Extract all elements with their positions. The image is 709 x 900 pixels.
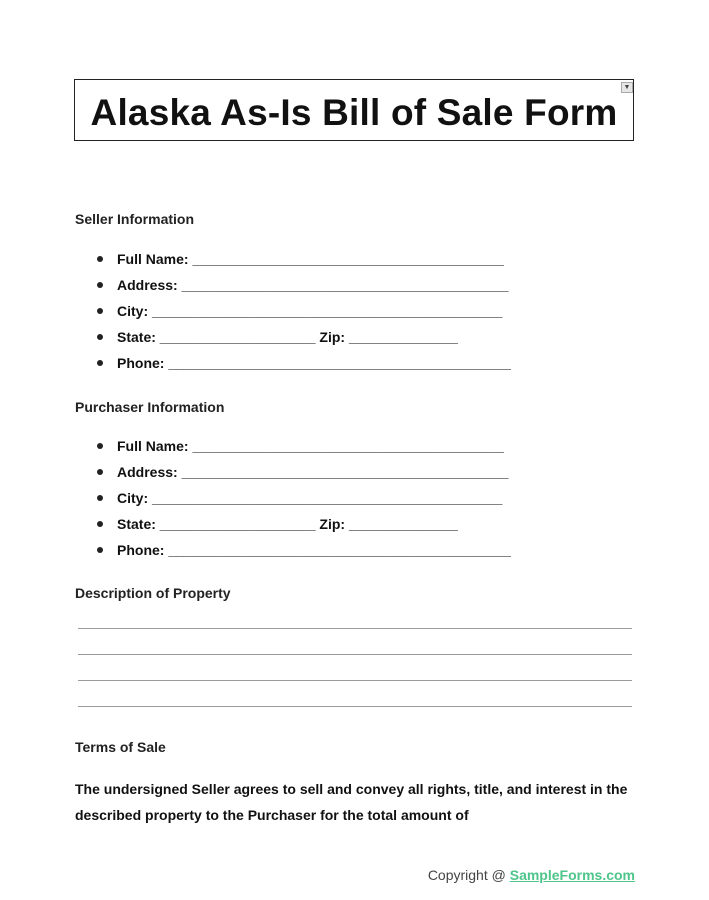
- bullet-icon: [97, 334, 103, 340]
- seller-heading: Seller Information: [75, 211, 195, 227]
- terms-heading: Terms of Sale: [75, 739, 166, 755]
- bullet-icon: [97, 360, 103, 366]
- bullet-icon: [97, 469, 103, 475]
- copyright-footer: [428, 867, 635, 883]
- bullet-icon: [97, 547, 103, 553]
- page-title: Alaska As-Is Bill of Sale Form: [90, 92, 618, 133]
- description-heading: Description of Property: [75, 585, 231, 601]
- copyright-prefix: Copyright @: [427, 867, 510, 883]
- document-page: Alaska As-Is Bill of Sale Form ▼ Seller Information Full Name: ________________________________________ Address: __________________________________________ City: _____________________________________________ State: ____________________ Zip: ______________ Phone: ____________________________________________ Purchaser Information Full Name: ________________________________________ Address: __________________________________________ City: _____________________________________________ State: ____________________ Zip: ______________ Phone: ____________________________________________ Description of Property Terms of Sale The undersigned Seller agrees to sell and convey all rights, title, and interest in the described property to the Purchaser for the total amount of Copyright @ SampleForms.com: [0, 0, 709, 900]
- title-box: [74, 79, 634, 141]
- description-line[interactable]: [78, 706, 632, 707]
- purchaser-heading: Purchaser Information: [75, 399, 225, 415]
- brand-link[interactable]: SampleForms.com: [509, 867, 635, 883]
- bullet-icon: [97, 282, 103, 288]
- terms-body: The undersigned Seller agrees to sell and convey all rights, title, and interest in the described property to the Purchaser for the total amount of: [75, 781, 628, 823]
- bullet-icon: [97, 521, 103, 527]
- description-line[interactable]: [78, 654, 632, 655]
- chevron-down-icon[interactable]: ▼: [621, 82, 633, 93]
- description-line[interactable]: [78, 680, 632, 681]
- description-line[interactable]: [78, 628, 632, 629]
- bullet-icon: [97, 308, 103, 314]
- bullet-icon: [97, 256, 103, 262]
- description-lines[interactable]: [78, 628, 632, 732]
- bullet-icon: [97, 443, 103, 449]
- bullet-icon: [97, 495, 103, 501]
